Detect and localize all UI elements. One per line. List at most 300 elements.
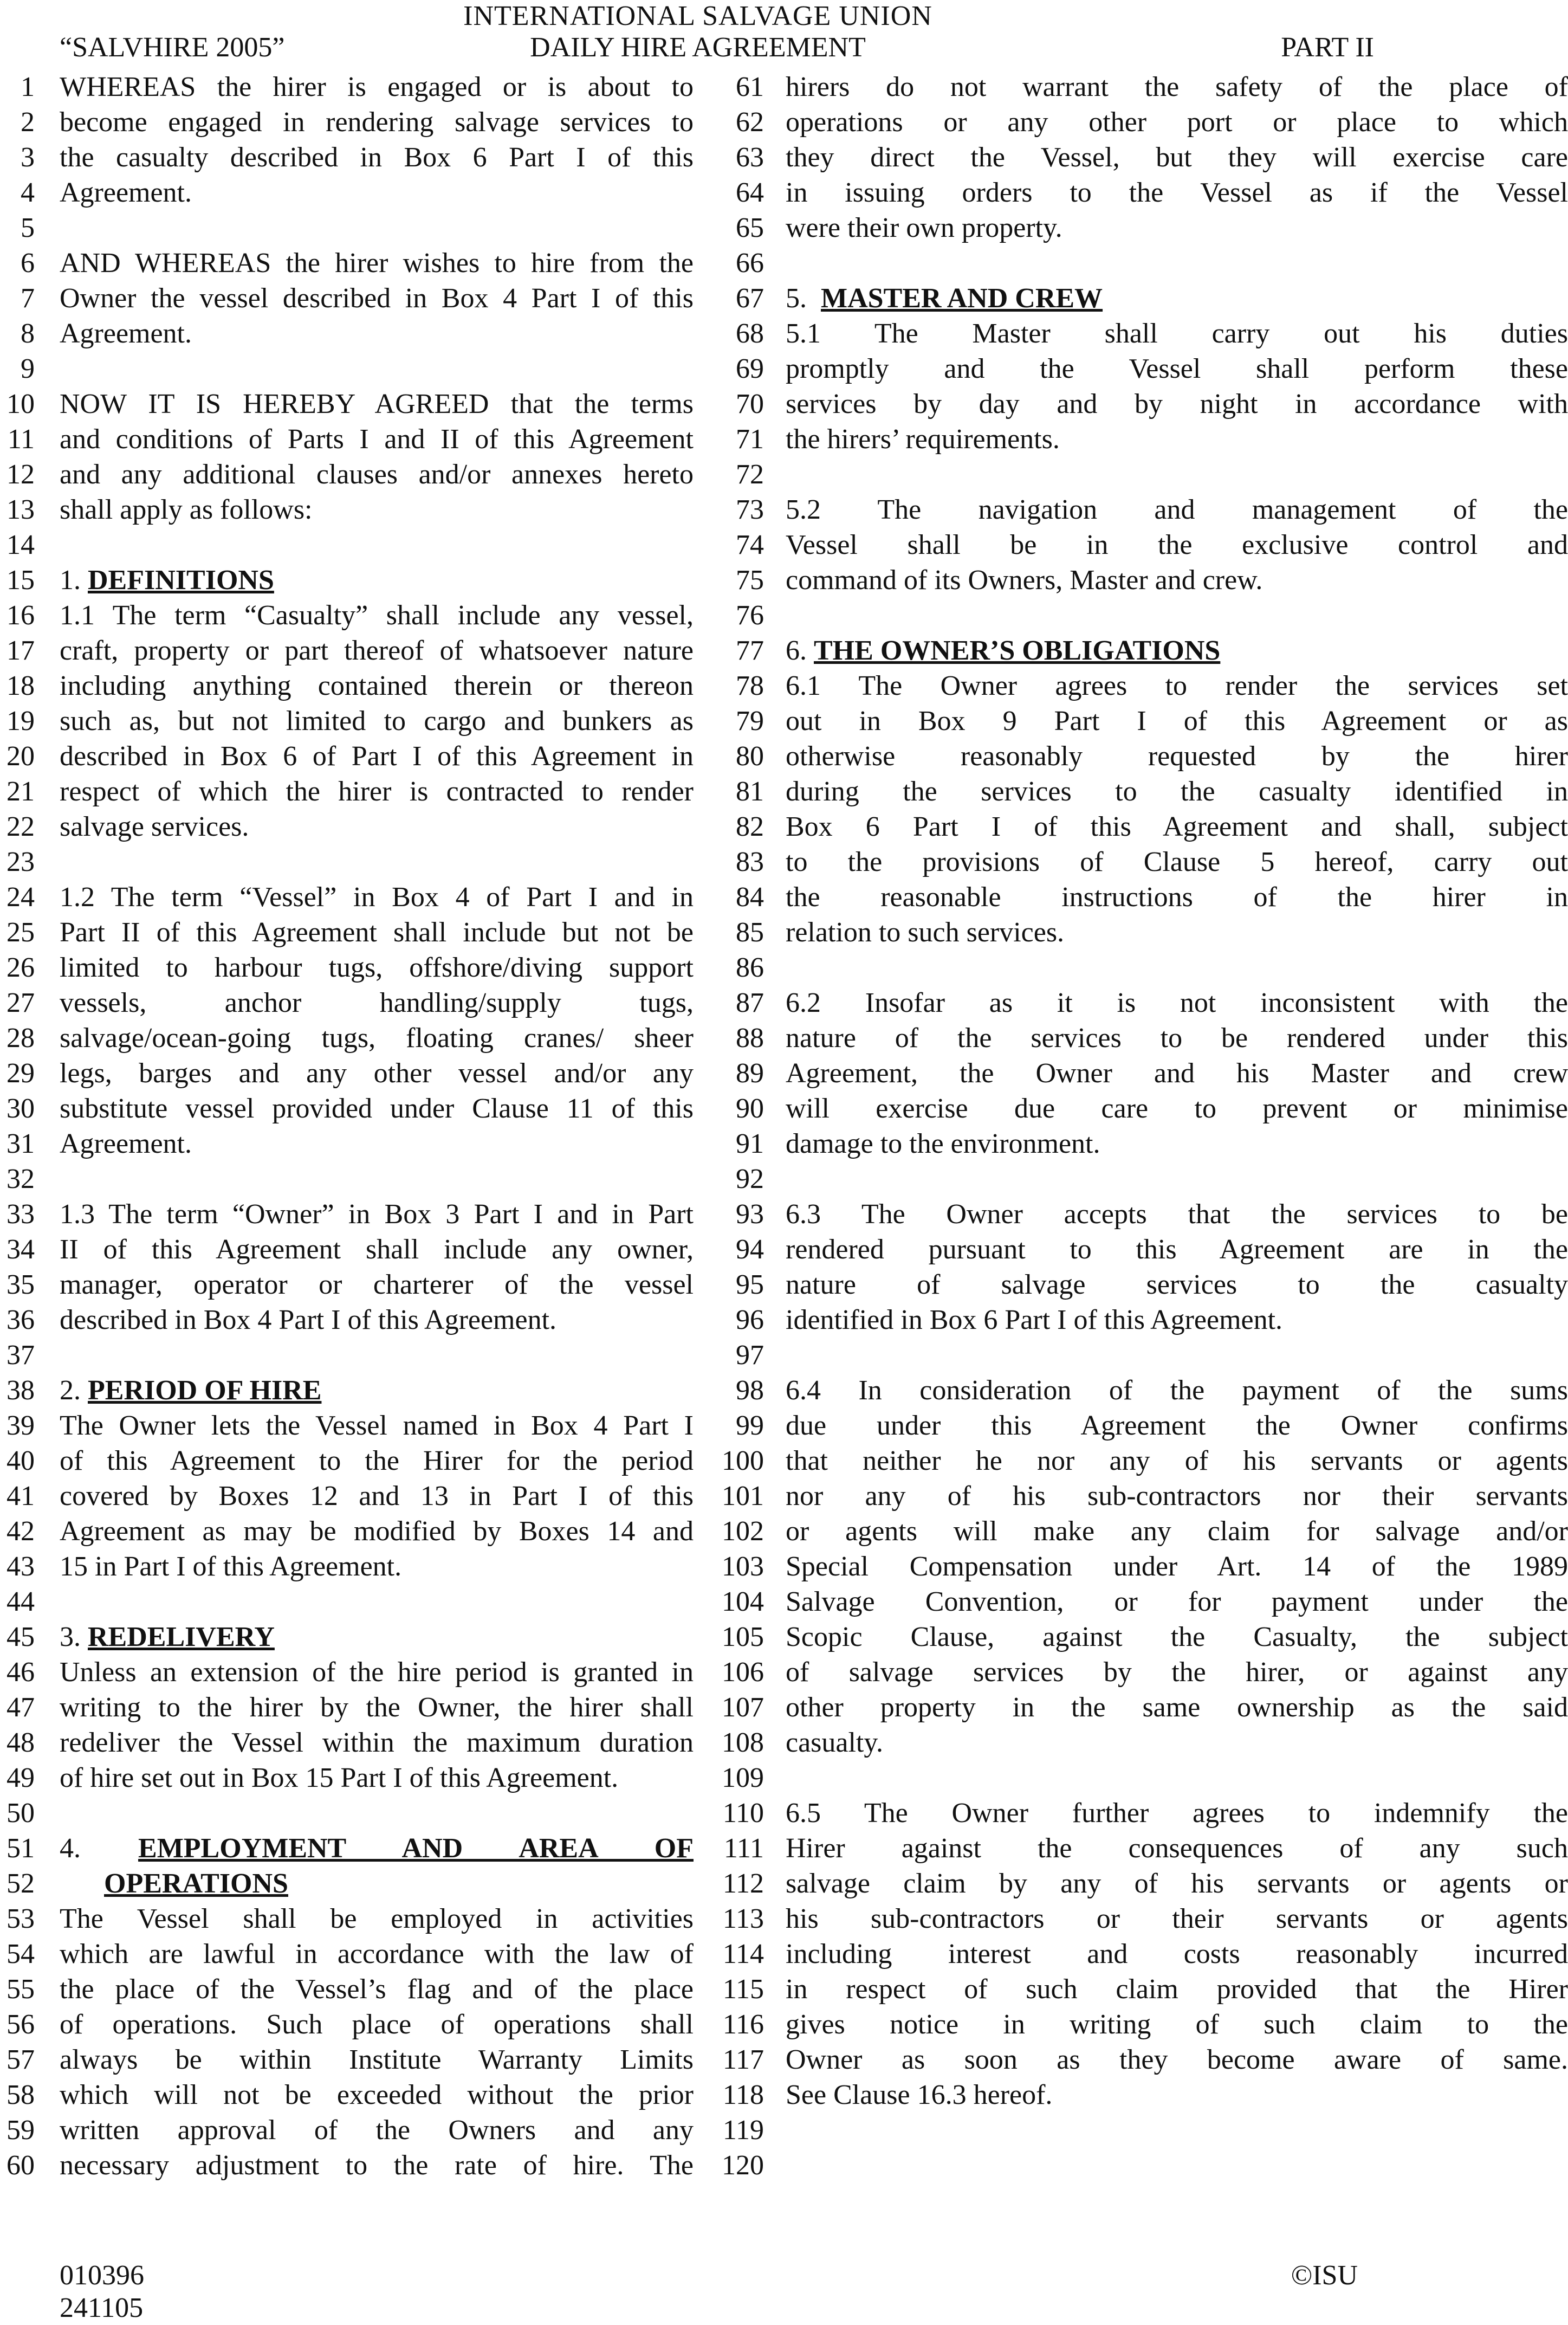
line-text: otherwise reasonably requested by the hirer xyxy=(786,741,1568,772)
part-label: PART II xyxy=(1281,32,1374,63)
section-heading xyxy=(60,1831,694,1866)
section-number: 1. xyxy=(60,565,88,596)
line-number: 15 xyxy=(7,565,35,596)
line-text: Part II of this Agreement shall include but not be xyxy=(60,917,694,948)
line-number: 43 xyxy=(7,1551,35,1582)
line-text: in respect of such claim provided that the Hirer xyxy=(786,1974,1568,2005)
line-number: 44 xyxy=(7,1586,35,1617)
text-line xyxy=(715,1056,1568,1091)
line-text: Unless an extension of the hire period is granted in xyxy=(60,1657,694,1688)
line-number: 86 xyxy=(736,952,764,983)
line-text: necessary adjustment to the rate of hire. The xyxy=(60,2150,694,2181)
line-text: shall apply as follows: xyxy=(60,494,313,525)
line-number: 112 xyxy=(722,1868,764,1899)
line-number: 61 xyxy=(736,72,764,102)
text-line xyxy=(0,1197,710,1232)
text-line xyxy=(0,351,710,386)
text-line xyxy=(715,1126,1396,1161)
line-text: salvage claim by any of his servants or agents or xyxy=(786,1868,1568,1899)
text-line xyxy=(0,1267,710,1302)
line-number: 23 xyxy=(7,847,35,877)
line-number: 63 xyxy=(736,142,764,173)
section-heading-title: DEFINITIONS xyxy=(88,565,274,596)
text-line xyxy=(715,1901,1568,1936)
line-text: identified in Box 6 Part I of this Agreement. xyxy=(786,1304,1283,1335)
text-line xyxy=(715,457,1396,492)
text-line xyxy=(715,1373,1568,1408)
text-line xyxy=(0,1056,710,1091)
line-number: 114 xyxy=(722,1939,764,1969)
line-text: covered by Boxes 12 and 13 in Part I of this xyxy=(60,1481,694,1512)
line-text: relation to such services. xyxy=(786,917,1065,948)
text-line xyxy=(0,1655,710,1690)
text-line xyxy=(0,950,710,985)
left-text-column xyxy=(0,69,710,2183)
text-line xyxy=(715,210,1396,246)
line-text: rendered pursuant to this Agreement are in the xyxy=(786,1234,1568,1265)
document-title: DAILY HIRE AGREEMENT xyxy=(530,32,866,63)
line-text: WHEREAS the hirer is engaged or is about to xyxy=(60,72,694,102)
text-line xyxy=(0,1584,710,1619)
line-text: Vessel shall be in the exclusive control and xyxy=(786,529,1568,560)
text-line xyxy=(0,598,710,633)
line-number: 1 xyxy=(21,72,35,102)
text-line xyxy=(715,1655,1568,1690)
text-line xyxy=(0,703,710,739)
section-heading-title: EMPLOYMENT AND AREA OF xyxy=(138,1833,694,1864)
line-number: 9 xyxy=(21,353,35,384)
line-number: 56 xyxy=(7,2009,35,2040)
line-text: described in Box 4 Part I of this Agreement. xyxy=(60,1304,557,1335)
text-line xyxy=(715,1161,1396,1197)
text-line xyxy=(715,1514,1568,1549)
text-line xyxy=(715,739,1568,774)
line-text: described in Box 6 of Part I of this Agreement in xyxy=(60,741,694,772)
text-line xyxy=(0,563,710,598)
line-text: Salvage Convention, or for payment under the xyxy=(786,1586,1568,1617)
section-heading xyxy=(60,1619,694,1655)
line-number: 28 xyxy=(7,1023,35,1054)
line-number: 62 xyxy=(736,107,764,138)
line-number: 77 xyxy=(736,635,764,666)
line-text: operations or any other port or place to which xyxy=(786,107,1568,138)
line-number: 4 xyxy=(21,177,35,208)
line-text: See Clause 16.3 hereof. xyxy=(786,2079,1053,2110)
line-number: 39 xyxy=(7,1410,35,1441)
text-line xyxy=(715,633,1396,668)
line-number: 66 xyxy=(736,248,764,279)
line-number: 24 xyxy=(7,882,35,913)
line-number: 32 xyxy=(7,1164,35,1194)
line-number: 119 xyxy=(722,2115,764,2146)
text-line xyxy=(0,1619,710,1655)
line-number: 13 xyxy=(7,494,35,525)
line-text: II of this Agreement shall include any owner, xyxy=(60,1234,694,1265)
line-number: 75 xyxy=(736,565,764,596)
text-line xyxy=(0,105,710,140)
text-line xyxy=(0,2007,710,2042)
line-text: Scopic Clause, against the Casualty, the subject xyxy=(786,1622,1568,1652)
text-line xyxy=(715,1619,1568,1655)
line-number: 60 xyxy=(7,2150,35,2181)
line-number: 41 xyxy=(7,1481,35,1512)
line-text: the casualty described in Box 6 Part I of this xyxy=(60,142,694,173)
text-line xyxy=(715,386,1568,422)
text-line xyxy=(715,2042,1568,2077)
line-text: Box 6 Part I of this Agreement and shall, subject xyxy=(786,811,1568,842)
text-line xyxy=(0,1725,710,1760)
line-text: craft, property or part thereof of whatsoever nature xyxy=(60,635,694,666)
line-text: of hire set out in Box 15 Part I of this Agreement. xyxy=(60,1762,619,1793)
text-line xyxy=(715,1549,1568,1584)
line-text: or agents will make any claim for salvage and/or xyxy=(786,1516,1568,1547)
text-line xyxy=(715,1021,1568,1056)
text-line xyxy=(0,386,710,422)
line-text: in issuing orders to the Vessel as if the Vessel xyxy=(786,177,1568,208)
line-number: 2 xyxy=(21,107,35,138)
section-heading xyxy=(786,281,1568,316)
line-text: NOW IT IS HEREBY AGREED that the terms xyxy=(60,389,694,419)
line-number: 5 xyxy=(21,212,35,243)
line-text: Hirer against the consequences of any such xyxy=(786,1833,1568,1864)
text-line xyxy=(0,1690,710,1725)
line-text: The Vessel shall be employed in activities xyxy=(60,1903,694,1934)
line-number: 109 xyxy=(722,1762,764,1793)
line-text: casualty. xyxy=(786,1727,883,1758)
line-text: limited to harbour tugs, offshore/diving support xyxy=(60,952,694,983)
text-line xyxy=(0,1302,710,1338)
footer-code-primary: 010396 xyxy=(60,2260,144,2291)
line-number: 79 xyxy=(736,706,764,737)
text-line xyxy=(0,880,710,915)
text-line xyxy=(715,1760,1396,1796)
line-number: 106 xyxy=(722,1657,764,1688)
line-text: respect of which the hirer is contracted to render xyxy=(60,776,694,807)
text-line xyxy=(0,668,710,703)
line-number: 58 xyxy=(7,2079,35,2110)
text-line xyxy=(0,69,710,105)
line-number: 113 xyxy=(722,1903,764,1934)
text-line xyxy=(0,1972,710,2007)
text-line xyxy=(0,1936,710,1972)
line-text: services by day and by night in accordance with xyxy=(786,389,1568,419)
copyright-notice: ©ISU xyxy=(1291,2260,1358,2291)
line-text: legs, barges and any other vessel and/or any xyxy=(60,1058,694,1089)
text-line xyxy=(715,1690,1568,1725)
line-number: 108 xyxy=(722,1727,764,1758)
line-number: 6 xyxy=(21,248,35,279)
line-number: 47 xyxy=(7,1692,35,1723)
text-line xyxy=(0,1338,710,1373)
line-text: 5.2 The navigation and management of the xyxy=(786,494,1568,525)
line-text: Owner the vessel described in Box 4 Part I of this xyxy=(60,283,694,314)
line-number: 21 xyxy=(7,776,35,807)
text-line xyxy=(715,105,1568,140)
text-line xyxy=(715,281,1396,316)
text-line xyxy=(715,774,1568,809)
line-text: always be within Institute Warranty Limits xyxy=(60,2044,694,2075)
line-text: Owner as soon as they become aware of same. xyxy=(786,2044,1568,2075)
line-number: 35 xyxy=(7,1269,35,1300)
line-number: 14 xyxy=(7,529,35,560)
section-heading xyxy=(786,633,1568,668)
line-text: other property in the same ownership as the said xyxy=(786,1692,1568,1723)
line-text: damage to the environment. xyxy=(786,1128,1100,1159)
text-line xyxy=(0,633,710,668)
line-text: during the services to the casualty identified in xyxy=(786,776,1568,807)
line-text: AND WHEREAS the hirer wishes to hire from the xyxy=(60,248,694,279)
text-line xyxy=(0,1831,710,1866)
line-number: 18 xyxy=(7,670,35,701)
line-text: Agreement. xyxy=(60,177,192,208)
text-line xyxy=(715,950,1396,985)
line-number: 81 xyxy=(736,776,764,807)
line-number: 89 xyxy=(736,1058,764,1089)
line-text: out in Box 9 Part I of this Agreement or as xyxy=(786,706,1568,737)
text-line xyxy=(0,422,710,457)
line-text: Special Compensation under Art. 14 of the 1989 xyxy=(786,1551,1568,1582)
line-text: of this Agreement to the Hirer for the period xyxy=(60,1445,694,1476)
text-line xyxy=(715,1338,1396,1373)
line-text: salvage/ocean-going tugs, floating cranes/ sheer xyxy=(60,1023,694,1054)
line-number: 65 xyxy=(736,212,764,243)
text-line xyxy=(0,1232,710,1267)
text-line xyxy=(0,2077,710,2113)
line-number: 80 xyxy=(736,741,764,772)
line-text: nature of the services to be rendered under this xyxy=(786,1023,1568,1054)
line-number: 55 xyxy=(7,1974,35,2005)
text-line xyxy=(715,492,1568,527)
line-number: 78 xyxy=(736,670,764,701)
section-heading-title: MASTER AND CREW xyxy=(821,283,1103,314)
line-text: including interest and costs reasonably incurred xyxy=(786,1939,1568,1969)
line-number: 71 xyxy=(736,424,764,455)
line-text: of salvage services by the hirer, or against any xyxy=(786,1657,1568,1688)
line-number: 26 xyxy=(7,952,35,983)
line-number: 36 xyxy=(7,1304,35,1335)
text-line xyxy=(715,1197,1568,1232)
section-number: 3. xyxy=(60,1622,88,1652)
text-line xyxy=(715,422,1396,457)
line-text: The Owner lets the Vessel named in Box 4 Part I xyxy=(60,1410,694,1441)
text-line xyxy=(715,1267,1568,1302)
line-number: 110 xyxy=(722,1798,764,1829)
line-text: redeliver the Vessel within the maximum duration xyxy=(60,1727,694,1758)
line-text: 6.5 The Owner further agrees to indemnify the xyxy=(786,1798,1568,1829)
line-number: 20 xyxy=(7,741,35,772)
text-line xyxy=(715,246,1396,281)
text-line xyxy=(0,915,710,950)
line-number: 99 xyxy=(736,1410,764,1441)
text-line xyxy=(0,1373,710,1408)
line-text: 6.2 Insofar as it is not inconsistent with the xyxy=(786,987,1568,1018)
section-heading-title: PERIOD OF HIRE xyxy=(88,1375,322,1406)
line-text: 1.2 The term “Vessel” in Box 4 of Part I and in xyxy=(60,882,694,913)
text-line xyxy=(0,1091,710,1126)
text-line xyxy=(0,1514,710,1549)
line-number: 105 xyxy=(722,1622,764,1652)
line-text: nature of salvage services to the casualty xyxy=(786,1269,1568,1300)
line-number: 96 xyxy=(736,1304,764,1335)
section-heading xyxy=(60,1373,694,1408)
text-line xyxy=(0,985,710,1021)
text-line xyxy=(0,1161,710,1197)
line-number: 68 xyxy=(736,318,764,349)
text-line xyxy=(715,316,1568,351)
line-text: manager, operator or charterer of the vessel xyxy=(60,1269,694,1300)
text-line xyxy=(0,774,710,809)
line-number: 76 xyxy=(736,600,764,631)
line-number: 93 xyxy=(736,1199,764,1230)
line-number: 48 xyxy=(7,1727,35,1758)
line-number: 45 xyxy=(7,1622,35,1652)
text-line xyxy=(715,1831,1568,1866)
text-line xyxy=(715,1796,1568,1831)
text-line xyxy=(0,316,710,351)
text-line xyxy=(0,2148,710,2183)
line-number: 97 xyxy=(736,1340,764,1371)
line-text: vessels, anchor handling/supply tugs, xyxy=(60,987,694,1018)
text-line xyxy=(715,351,1568,386)
line-number: 102 xyxy=(722,1516,764,1547)
text-line xyxy=(0,1443,710,1478)
text-line xyxy=(715,985,1568,1021)
line-text: which will not be exceeded without the prior xyxy=(60,2079,694,2110)
line-text: 6.1 The Owner agrees to render the services set xyxy=(786,670,1568,701)
text-line xyxy=(715,1232,1568,1267)
organization-name: INTERNATIONAL SALVAGE UNION xyxy=(463,1,932,31)
text-line xyxy=(715,2007,1568,2042)
line-number: 59 xyxy=(7,2115,35,2146)
line-number: 10 xyxy=(7,389,35,419)
section-heading xyxy=(60,1866,694,1901)
line-number: 116 xyxy=(722,2009,764,2040)
text-line xyxy=(715,703,1568,739)
text-line xyxy=(0,457,710,492)
text-line xyxy=(0,844,710,880)
line-text: 6.4 In consideration of the payment of the sums xyxy=(786,1375,1568,1406)
line-text: to the provisions of Clause 5 hereof, carry out xyxy=(786,847,1568,877)
line-text: 5.1 The Master shall carry out his duties xyxy=(786,318,1568,349)
line-number: 88 xyxy=(736,1023,764,1054)
line-text: they direct the Vessel, but they will exercise care xyxy=(786,142,1568,173)
line-text: 15 in Part I of this Agreement. xyxy=(60,1551,402,1582)
line-number: 54 xyxy=(7,1939,35,1969)
text-line xyxy=(715,175,1568,210)
section-heading-title: THE OWNER’S OBLIGATIONS xyxy=(814,635,1221,666)
text-line xyxy=(715,1408,1568,1443)
text-line xyxy=(0,1408,710,1443)
line-number: 38 xyxy=(7,1375,35,1406)
line-text: substitute vessel provided under Clause 11 of this xyxy=(60,1093,694,1124)
line-number: 53 xyxy=(7,1903,35,1934)
section-heading-title: REDELIVERY xyxy=(88,1622,275,1652)
line-text: including anything contained therein or thereon xyxy=(60,670,694,701)
line-text: nor any of his sub-contractors nor their servants xyxy=(786,1481,1568,1512)
line-number: 72 xyxy=(736,459,764,490)
line-number: 103 xyxy=(722,1551,764,1582)
line-text: hirers do not warrant the safety of the place of xyxy=(786,72,1568,102)
line-text: Agreement. xyxy=(60,1128,192,1159)
section-number: 5. xyxy=(786,283,821,314)
text-line xyxy=(715,1936,1568,1972)
line-number: 27 xyxy=(7,987,35,1018)
line-text: writing to the hirer by the Owner, the hirer shall xyxy=(60,1692,694,1723)
text-line xyxy=(0,1796,710,1831)
section-number: 6. xyxy=(786,635,814,666)
line-number: 25 xyxy=(7,917,35,948)
text-line xyxy=(0,492,710,527)
line-text: that neither he nor any of his servants or agents xyxy=(786,1445,1568,1476)
line-number: 57 xyxy=(7,2044,35,2075)
text-line xyxy=(0,1478,710,1514)
text-line xyxy=(715,69,1568,105)
line-text: which are lawful in accordance with the law of xyxy=(60,1939,694,1969)
line-text: due under this Agreement the Owner confirms xyxy=(786,1410,1568,1441)
line-number: 91 xyxy=(736,1128,764,1159)
line-number: 73 xyxy=(736,494,764,525)
line-number: 30 xyxy=(7,1093,35,1124)
text-line xyxy=(0,809,710,844)
text-line xyxy=(715,2077,1396,2113)
line-number: 50 xyxy=(7,1798,35,1829)
line-number: 95 xyxy=(736,1269,764,1300)
line-number: 17 xyxy=(7,635,35,666)
text-line xyxy=(0,527,710,563)
line-text: promptly and the Vessel shall perform these xyxy=(786,353,1568,384)
line-number: 74 xyxy=(736,529,764,560)
line-number: 29 xyxy=(7,1058,35,1089)
text-line xyxy=(715,668,1568,703)
line-text: 1.1 The term “Casualty” shall include any vessel, xyxy=(60,600,694,631)
line-number: 87 xyxy=(736,987,764,1018)
line-number: 34 xyxy=(7,1234,35,1265)
line-number: 49 xyxy=(7,1762,35,1793)
line-text: such as, but not limited to cargo and bunkers as xyxy=(60,706,694,737)
line-number: 104 xyxy=(722,1586,764,1617)
line-text: salvage services. xyxy=(60,811,249,842)
line-text: become engaged in rendering salvage services to xyxy=(60,107,694,138)
text-line xyxy=(715,1302,1396,1338)
line-number: 85 xyxy=(736,917,764,948)
line-number: 120 xyxy=(722,2150,764,2181)
text-line xyxy=(0,210,710,246)
text-line xyxy=(715,140,1568,175)
line-number: 101 xyxy=(722,1481,764,1512)
text-line xyxy=(715,2148,1396,2183)
text-line xyxy=(0,1126,710,1161)
line-number: 3 xyxy=(21,142,35,173)
line-number: 118 xyxy=(722,2079,764,2110)
line-number: 70 xyxy=(736,389,764,419)
line-number: 83 xyxy=(736,847,764,877)
line-number: 42 xyxy=(7,1516,35,1547)
line-number: 84 xyxy=(736,882,764,913)
line-number: 107 xyxy=(722,1692,764,1723)
right-text-column xyxy=(715,69,1568,2183)
line-number: 40 xyxy=(7,1445,35,1476)
text-line xyxy=(715,1725,1396,1760)
text-line xyxy=(715,527,1568,563)
text-line xyxy=(715,1478,1568,1514)
text-line xyxy=(0,140,710,175)
line-text: and any additional clauses and/or annexes hereto xyxy=(60,459,694,490)
line-number: 22 xyxy=(7,811,35,842)
line-number: 115 xyxy=(722,1974,764,2005)
section-heading xyxy=(60,563,694,598)
line-number: 37 xyxy=(7,1340,35,1371)
text-line xyxy=(715,844,1568,880)
